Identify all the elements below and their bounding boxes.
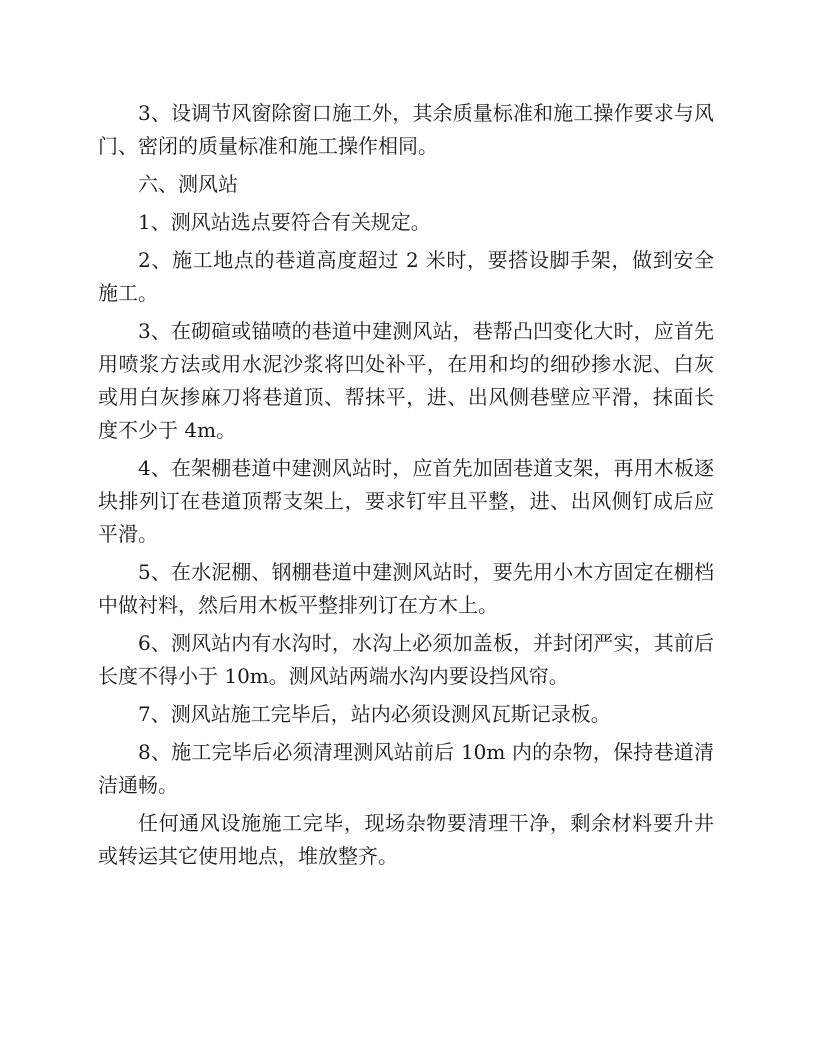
paragraph-item-1: 1、测风站选点要符合有关规定。 bbox=[138, 210, 431, 234]
paragraph-item-7: 7、测风站施工完毕后，站内必须设测风瓦斯记录板。 bbox=[138, 702, 611, 726]
paragraph-item-3: 3、在砌碹或锚喷的巷道中建测风站，巷帮凸凹变化大时，应首先用喷浆方法或用水泥沙浆将凹处补平，在用和均的细砂掺水泥、白灰或用白灰掺麻刀将巷道顶、帮抹平，进、出风侧巷壁应平滑，抹面长度不少于 4m。 bbox=[98, 319, 714, 442]
paragraph-window-requirements: 3、设调节风窗除窗口施工外，其余质量标准和施工操作要求与风门、密闭的质量标准和施工操作相同。 bbox=[98, 101, 714, 158]
paragraph-item-2: 2、施工地点的巷道高度超过 2 米时，要搭设脚手架，做到安全施工。 bbox=[98, 248, 714, 305]
paragraph-item-5: 5、在水泥棚、钢棚巷道中建测风站时，要先用小木方固定在棚档中做衬料，然后用木板平整排列订在方木上。 bbox=[98, 560, 714, 617]
paragraph-item-6: 6、测风站内有水沟时，水沟上必须加盖板，并封闭严实，其前后长度不得小于 10m。测风站两端水沟内要设挡风帘。 bbox=[98, 631, 714, 688]
paragraph-closing: 任何通风设施施工完毕，现场杂物要清理干净，剩余材料要升井或转运其它使用地点，堆放整齐。 bbox=[98, 811, 714, 868]
paragraph-item-8: 8、施工完毕后必须清理测风站前后 10m 内的杂物，保持巷道清洁通畅。 bbox=[98, 740, 714, 797]
paragraph-item-4: 4、在架棚巷道中建测风站时，应首先加固巷道支架，再用木板逐块排列订在巷道顶帮支架上，要求钉牢且平整，进、出风侧钉成后应平滑。 bbox=[98, 456, 714, 546]
section-heading-measuring-station: 六、测风站 bbox=[138, 172, 238, 196]
document-page bbox=[98, 97, 714, 878]
